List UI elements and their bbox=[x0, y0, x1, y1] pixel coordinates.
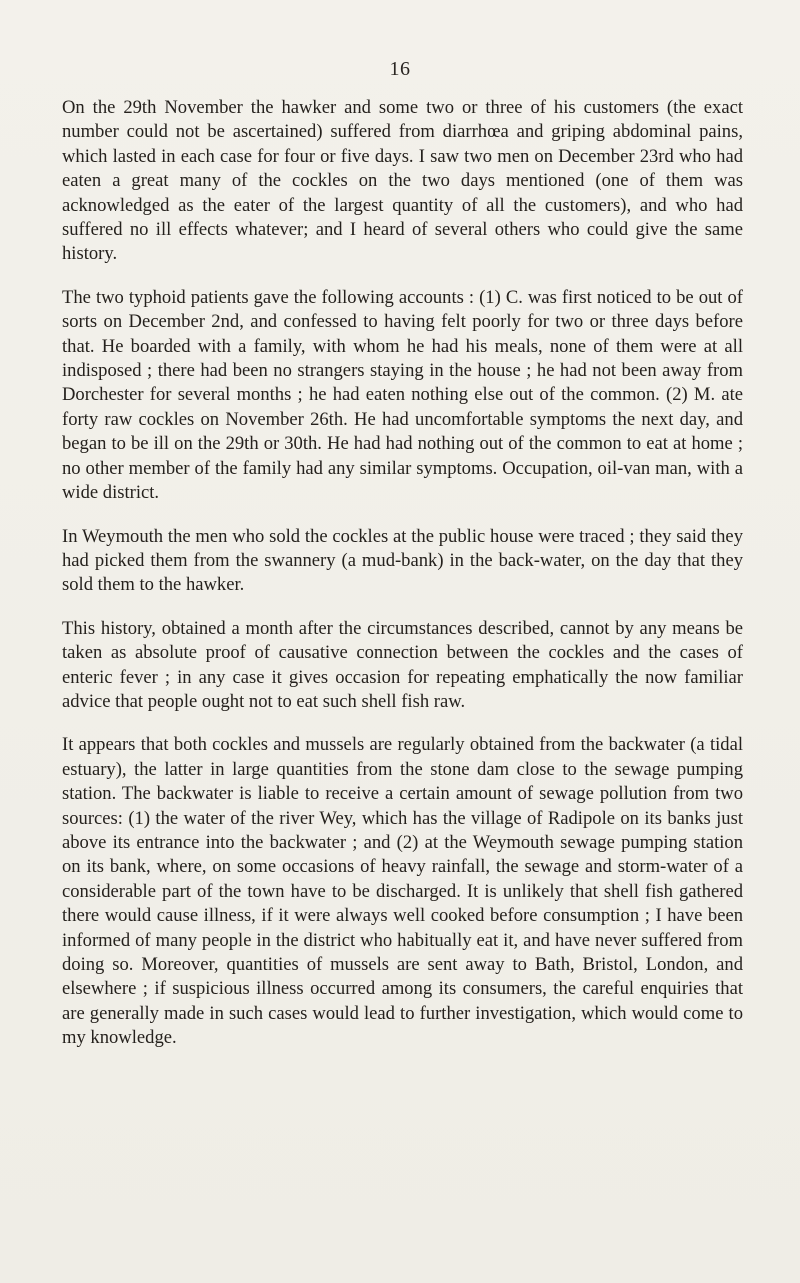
paragraph-history-caveat: This history, obtained a month after the circumstances described, cannot by any means be taken as absolute proof of causative connection between the cockles and the cases of enteric fever ; in any case it gives occasion for repeating emphatically the now familiar advice that people ought not to eat such shell fish raw. bbox=[62, 617, 743, 712]
paragraph-typhoid-patients: The two typhoid patients gave the following accounts : (1) C. was first noticed to be out of sorts on December 2nd, and confessed to having felt poorly for two or three days before that. He boarded with a family, with whom he had his meals, none of them were at all indisposed ; there had been no strangers staying in the house ; he had not been away from Dorchester for several months ; he had eaten nothing else out of the common. (2) M. ate forty raw cockles on November 26th. He had uncomfortable symptoms the next day, and began to be ill on the 29th or 30th. He had had nothing out of the common to eat at home ; no other member of the family had any similar symptoms. Occupation, oil-van man, with a wide district. bbox=[62, 286, 743, 504]
body-text bbox=[62, 96, 743, 1051]
paragraph-hawker-customers: On the 29th November the hawker and some two or three of his customers (the exact number could not be ascertained) suffered from diarrhœa and griping abdominal pains, which lasted in each case for four or five days. I saw two men on December 23rd who had eaten a great many of the cockles on the two days mentioned (one of them was acknowledged as the eater of the largest quantity of all the customers), and who had suffered no ill effects whatever; and I heard of several others who could give the same history. bbox=[62, 97, 743, 265]
paragraph-weymouth-sellers: In Weymouth the men who sold the cockles at the public house were traced ; they said they had picked them from the swannery (a mud-bank) in the back-water, on the day that they sold them to the hawker. bbox=[62, 525, 743, 596]
page-number: 16 bbox=[389, 58, 411, 80]
paragraph-backwater-pollution: It appears that both cockles and mussels are regularly obtained from the backwater (a tidal estuary), the latter in large quantities from the stone dam close to the sewage pumping station. The backwater is liable to receive a certain amount of sewage pollution from two sources: (1) the water of the river Wey, which has the village of Radipole on its banks just above its entrance into the backwater ; and (2) at the Weymouth sewage pumping station on its bank, where, on some occasions of heavy rainfall, the sewage and storm-water of a considerable part of the town have to be discharged. It is unlikely that shell fish gathered there would cause illness, if it were always well cooked before consumption ; I have been informed of many people in the district who habitually eat it, and have never suffered from doing so. Moreover, quantities of mussels are sent away to Bath, Bristol, London, and elsewhere ; if suspicious illness occurred among its consumers, the careful enquiries that are generally made in such cases would lead to further investigation, which would come to my knowledge. bbox=[62, 734, 743, 1049]
